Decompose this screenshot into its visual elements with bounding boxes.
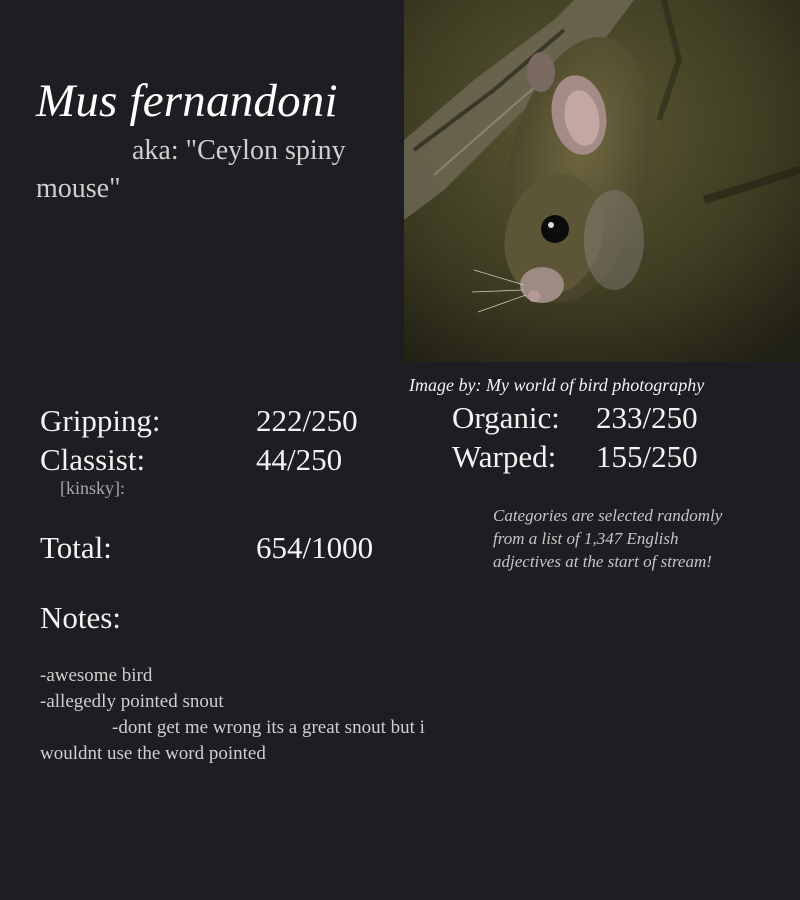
animal-photo	[404, 0, 800, 362]
classist-sub-note: [kinsky]:	[60, 478, 125, 498]
stat-value-gripping: 222/250	[256, 403, 358, 438]
image-credit: Image by: My world of bird photography	[409, 375, 705, 395]
notes-list	[40, 663, 480, 767]
species-title: Mus fernandoni	[36, 75, 338, 127]
total-value: 654/1000	[256, 530, 374, 565]
note-line: -awesome bird	[40, 665, 153, 686]
note-line: -allegedly pointed snout	[40, 691, 224, 712]
common-name: aka: "Ceylon spiny mouse"	[36, 135, 346, 204]
stat-value-classist: 44/250	[256, 442, 343, 477]
stat-label-organic: Organic:	[452, 400, 560, 435]
notes-title: Notes:	[40, 600, 121, 635]
total-label: Total:	[40, 530, 112, 565]
stat-label-gripping: Gripping:	[40, 403, 161, 438]
stat-value-warped: 155/250	[596, 439, 698, 474]
stat-value-organic: 233/250	[596, 400, 698, 435]
categories-disclaimer: Categories are selected randomly from a list of 1,347 English adjectives at the start of stream!	[493, 506, 723, 571]
stat-label-classist: Classist:	[40, 442, 146, 477]
note-line: -dont get me wrong its a great snout but i wouldnt use the word pointed	[40, 717, 425, 764]
stat-label-warped: Warped:	[452, 439, 557, 474]
